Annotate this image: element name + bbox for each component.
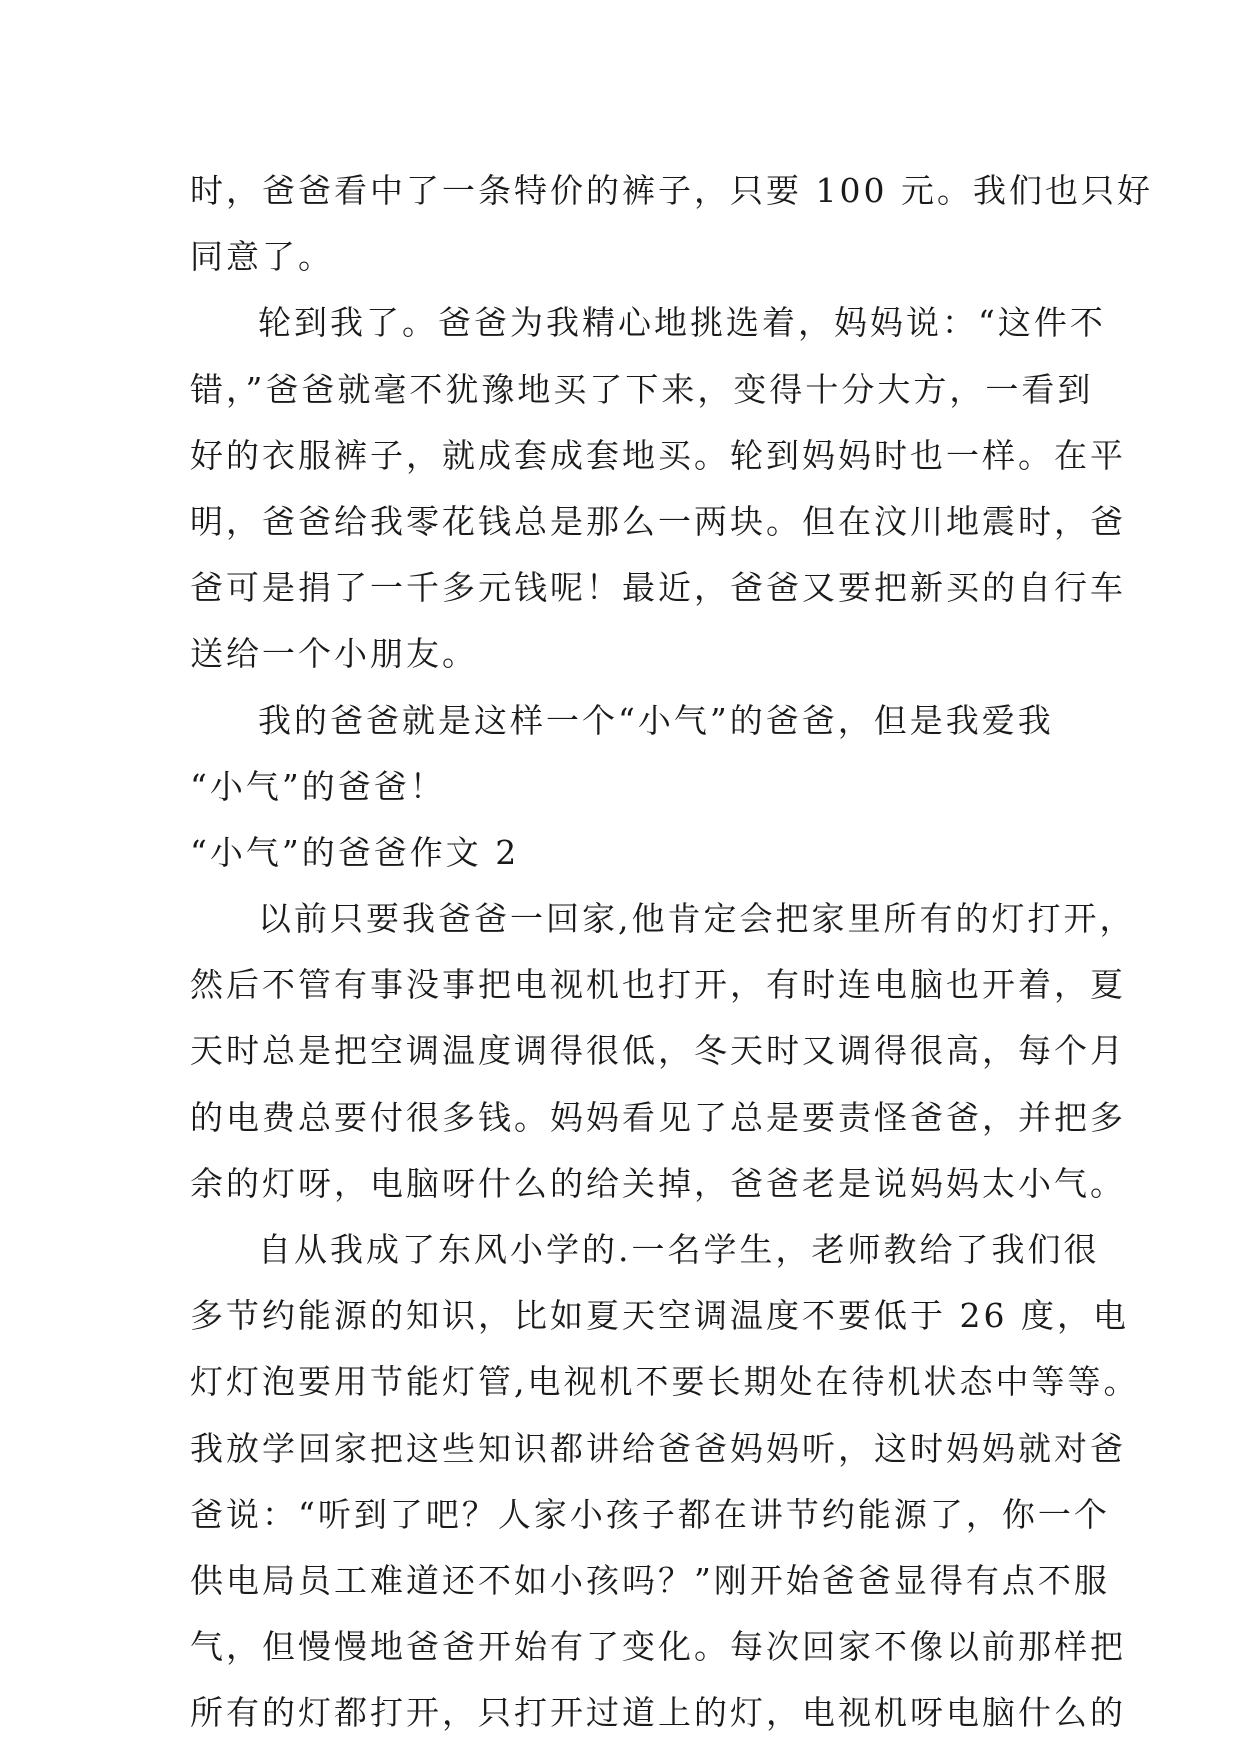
document-body — [190, 158, 1153, 1747]
text-line: 所有的灯都打开，只打开过道上的灯，电视机呀电脑什么的 — [190, 1693, 1126, 1733]
text-line: 的电费总要付很多钱。妈妈看见了总是要责怪爸爸，并把多 — [190, 1097, 1126, 1137]
text-line: 爸说：“听到了吧？人家小孩子都在讲节约能源了，你一个 — [190, 1494, 1110, 1534]
text-line: 同意了。 — [190, 237, 334, 277]
paragraph-start-line: 自从我成了东风小学的.一名学生，老师教给了我们很 — [258, 1230, 1100, 1269]
text-line: 然后不管有事没事把电视机也打开，有时连电脑也开着，夏 — [190, 965, 1126, 1005]
text-line: 气，但慢慢地爸爸开始有了变化。每次回家不像以前那样把 — [190, 1627, 1126, 1667]
text-line: 供电局员工难道还不如小孩吗？”刚开始爸爸显得有点不服 — [190, 1560, 1110, 1600]
text-line: 时，爸爸看中了一条特价的裤子，只要 100 元。我们也只好 — [190, 171, 1153, 210]
text-line: 天时总是把空调温度调得很低，冬天时又调得很高，每个月 — [190, 1031, 1126, 1071]
paragraph-start-line: 我的爸爸就是这样一个“小气”的爸爸，但是我爱我 — [258, 700, 1054, 740]
section-heading: “小气”的爸爸作文 2 — [190, 832, 520, 872]
text-line: “小气”的爸爸！ — [190, 766, 446, 806]
paragraph-start-line: 以前只要我爸爸一回家,他肯定会把家里所有的灯打开， — [258, 899, 1136, 939]
text-line: 多节约能源的知识，比如夏天空调温度不要低于 26 度，电 — [190, 1296, 1129, 1336]
paragraph-start-line: 轮到我了。爸爸为我精心地挑选着，妈妈说：“这件不 — [258, 303, 1106, 343]
text-line: 错，”爸爸就毫不犹豫地买了下来，变得十分大方，一看到 — [190, 369, 1094, 409]
text-line: 余的灯呀，电脑呀什么的给关掉，爸爸老是说妈妈太小气。 — [190, 1163, 1126, 1203]
text-line: 我放学回家把这些知识都讲给爸爸妈妈听，这时妈妈就对爸 — [190, 1428, 1126, 1468]
text-line: 爸可是捐了一千多元钱呢！最近，爸爸又要把新买的自行车 — [190, 568, 1126, 608]
text-line: 好的衣服裤子，就成套成套地买。轮到妈妈时也一样。在平 — [190, 435, 1126, 475]
text-line: 送给一个小朋友。 — [190, 634, 478, 674]
text-line: 明，爸爸给我零花钱总是那么一两块。但在汶川地震时，爸 — [190, 501, 1126, 541]
text-line: 灯灯泡要用节能灯管,电视机不要长期处在待机状态中等等。 — [190, 1362, 1140, 1402]
